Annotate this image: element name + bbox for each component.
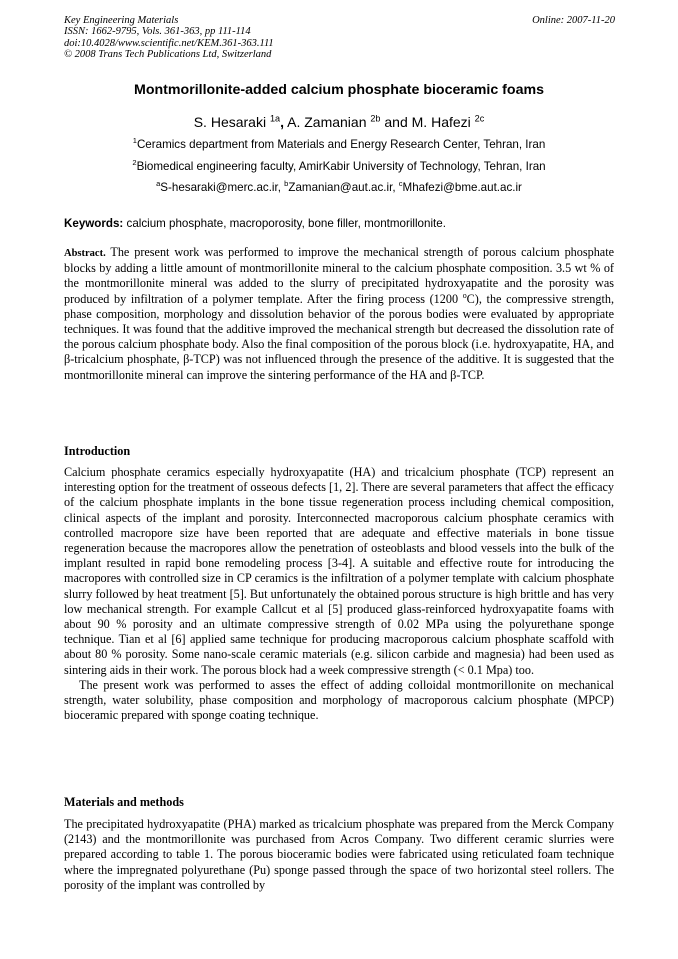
author-affiliation-mark: 2c [474, 113, 485, 124]
keywords-text: calcium phosphate, macroporosity, bone filler, montmorillonite. [126, 217, 446, 230]
abstract-label: Abstract. [64, 248, 106, 259]
author-name: M. Hafezi [411, 114, 471, 130]
keywords [64, 217, 446, 230]
section-heading: Introduction [64, 444, 131, 458]
affiliation-text: Ceramics department from Materials and Energy Research Center, Tehran, Iran [136, 138, 546, 151]
degree-mark: o [462, 290, 467, 300]
affiliation [0, 138, 678, 151]
journal-issn: ISSN: 1662-9795, Vols. 361-363, pp 111-114 [64, 26, 251, 38]
paragraph: The precipitated hydroxyapatite (PHA) marked as tricalcium phosphate was prepared from the Merck Company (2143) and the montmorillonite was purchased from Acros Company. Two different ceramic slurries were prepared according to table 1. The porous bioceramic bodies were fabricated using reticulated foam technique where the impregnated polyurethane (Pu) sponge passed through the space of two horizontal steel rollers. The porosity of the implant was controlled by [64, 817, 614, 892]
affiliation-text: Biomedical engineering faculty, AmirKabir University of Technology, Tehran, Iran [136, 160, 546, 173]
email-mark: a [156, 179, 161, 189]
email-separator: , [392, 181, 399, 194]
paragraph: Calcium phosphate ceramics especially hydroxyapatite (HA) and tricalcium phosphate (TCP) represent an interesting option for the treatment of osseous defects [1, 2]. There are several parameters that affect the efficacy of the calcium phosphate implants in the bone tissue regeneration process including chemical composition, clinical aspects of the implant and porosity. Interconnected macroporous calcium phosphate ceramics with controlled macropore size have been reported that are adequate and effective materials in bone tissue regeneration because the macropores allow the penetration of osteoblasts and blood vessels into the bulk of the implant resulted in rapid bone remodeling process [3-4]. A suitable and effective route for introducing the macropores with controlled size in CP ceramics is the infiltration of a polymer template with calcium phosphate slurry followed by heat treatment [5]. But unfortunately the obtained porous structure is high brittle and has very low mechanical strength. For example Callcut et al [5] produced glass-reinforced hydroxyapatite foams with about 90 % porosity and an ultimate compressive strength of 0.02 MPa using the polyurethane sponge technique. Tian et al [6] applied same technique for producing macroporous calcium phosphate scaffold with about 80 % porosity. Some nano-scale ceramic materials (e.g. silicon carbide and magnesia) had been used as sintering aids in their work. The porous block had a week compressive strength (< 0.1 Mpa) too. [64, 465, 614, 677]
email-address: Zamanian@aut.ac.ir [288, 181, 393, 194]
author-separator: , [280, 114, 284, 130]
email-address: S-hesaraki@merc.ac.ir [160, 181, 278, 194]
journal-copyright: © 2008 Trans Tech Publications Ltd, Switzerland [64, 48, 272, 60]
abstract [64, 245, 614, 383]
section-body [64, 465, 614, 723]
author-name: S. Hesaraki [193, 114, 267, 130]
author-name: A. Zamanian [287, 114, 367, 130]
author-list [0, 114, 678, 130]
journal-header [64, 15, 274, 60]
affiliation-mark: 1 [132, 136, 137, 146]
abstract-text: C), the compressive strength, phase composition, morphology and dissolution behavior of the porous bodies were evaluated by appropriate techniques. It was found that the additive improved the mechanical strength but decreased the dissolution rate of the porous calcium phosphate body. Also the final composition of the porous block (i.e. hydroxyapatite, HA, and β-tricalcium phosphate, β-TCP) was not influenced through the presence of the additive. It is suggested that the montmorillonite mineral can improve the sintering performance of the HA and β-TCP. [64, 291, 614, 382]
email-mark: c [398, 179, 403, 189]
email-address: Mhafezi@bme.aut.ac.ir [402, 181, 522, 194]
author-emails [0, 181, 678, 194]
affiliation [0, 160, 678, 173]
paper-title: Montmorillonite-added calcium phosphate bioceramic foams [134, 82, 544, 98]
keywords-label: Keywords: [64, 217, 124, 230]
abstract-text: The present work was performed to improve the mechanical strength of porous calcium phosphate blocks by adding a little amount of montmorillonite mineral to the calcium phosphate composition. 3.5 wt % of the montmorillonite mineral was added to the slurry of precipitated hydroxyapatite and the porosity was produced by infiltration of a polymer template. After the firing process (1200 [64, 245, 615, 306]
section-heading: Materials and methods [64, 795, 184, 809]
journal-name: Key Engineering Materials [64, 15, 179, 26]
journal-doi: doi:10.4028/www.scientific.net/KEM.361-363.111 [64, 37, 274, 49]
email-separator: , [277, 181, 285, 194]
online-date: Online: 2007-11-20 [532, 15, 615, 26]
author-separator: and [384, 114, 408, 130]
author-affiliation-mark: 2b [370, 113, 381, 124]
section-body [64, 817, 614, 893]
affiliation-mark: 2 [132, 158, 137, 168]
paragraph: The present work was performed to asses the effect of adding colloidal montmorillonite on mechanical strength, water solubility, phase composition and morphology of macroporous calcium phosphate (MPCP) bioceramic prepared with sponge coating technique. [64, 677, 614, 723]
email-mark: b [284, 179, 289, 189]
author-affiliation-mark: 1a [269, 113, 281, 124]
